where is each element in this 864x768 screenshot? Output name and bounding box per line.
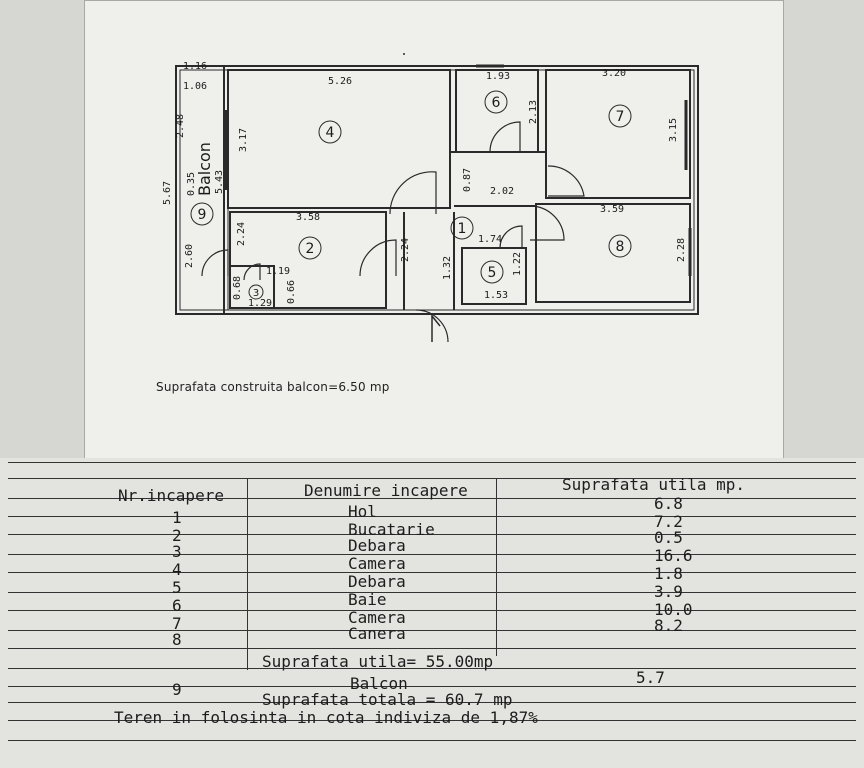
table-cell-nr: 6: [172, 596, 182, 615]
outer-wall-inner: [180, 70, 694, 310]
dimension-balcony-top-inner: 1.06: [183, 81, 208, 92]
dimension-room8-height: 2.28: [676, 237, 687, 262]
dimension-room8-width: 3.59: [600, 204, 625, 215]
table-cell-name: Camera: [348, 608, 406, 627]
table-rule: [8, 610, 856, 611]
door-arc-room2: [360, 240, 396, 276]
room-9-number: 9: [197, 207, 207, 223]
dimension-hall-upper-height: 0.87: [462, 167, 473, 192]
table-cell-area: 10.0: [654, 600, 693, 619]
table-cell-name: Bucatarie: [348, 520, 435, 539]
land-share-note: Teren in folosinta in cota indiviza de 1,87%: [114, 708, 538, 727]
table-cell-nr: 7: [172, 614, 182, 633]
balcony-label: Balcon: [195, 142, 214, 196]
dimension-room3-width: 1.19: [266, 266, 291, 277]
table-cell-area: 0.5: [654, 528, 683, 547]
room-8-walls: [536, 204, 690, 302]
dimension-hall-small-width: 1.74: [478, 234, 503, 245]
table-cell-nr: 4: [172, 560, 182, 579]
table-cell-area: 8.2: [654, 616, 683, 635]
table-cell-nr: 5: [172, 578, 182, 597]
door-arc-room7: [548, 166, 584, 196]
outer-wall: [176, 66, 698, 314]
dimension-room5-width: 1.53: [484, 290, 509, 301]
balcony-row-number: 9: [172, 680, 182, 699]
dimension-room7-width: 3.20: [602, 68, 627, 79]
total-area: Suprafata totala = 60.7 mp: [262, 690, 513, 709]
table-cell-name: Hol: [348, 502, 377, 521]
dimension-hall-width: 2.02: [490, 186, 515, 197]
table-cell-name: Debara: [348, 572, 406, 591]
table-cell-nr: 1: [172, 508, 182, 527]
dimension-balcony-height-lower: 2.60: [184, 243, 195, 268]
balcony-row-area: 5.7: [636, 668, 665, 687]
table-cell-name: Debara: [348, 536, 406, 555]
room-2-number: 2: [305, 241, 315, 257]
dimension-balcony-gap: 0.35: [186, 171, 197, 196]
table-rule: [8, 516, 856, 517]
table-rule: [8, 572, 856, 573]
room-5-number: 5: [487, 265, 497, 281]
table-cell-nr: 8: [172, 630, 182, 649]
dimension-balcony-height-upper: 2.48: [175, 113, 186, 138]
table-cell-name: Canera: [348, 624, 406, 643]
table-cell-nr: 3: [172, 542, 182, 561]
table-cell-area: 6.8: [654, 494, 683, 513]
table-cell-area: 16.6: [654, 546, 693, 565]
walls: [176, 66, 698, 314]
dimension-room3-small-a: 0.68: [232, 275, 243, 300]
dimension-balcony-inner-height: 5.43: [214, 169, 225, 194]
dimension-room2-width: 3.58: [296, 212, 321, 223]
table-cell-area: 7.2: [654, 512, 683, 531]
room-4-number: 4: [325, 125, 335, 141]
dimension-entry-height: 1.32: [442, 255, 453, 280]
header-room-name: Denumire incapere: [304, 481, 468, 500]
balcony-built-area-caption: Suprafata construita balcon=6.50 mp: [156, 380, 390, 394]
table-cell-nr: 2: [172, 526, 182, 545]
table-rule: [8, 686, 856, 687]
balcony-row-name: Balcon: [350, 674, 408, 693]
table-rule: [8, 630, 856, 631]
room-6-number: 6: [491, 95, 501, 111]
usable-area-total: Suprafata utila= 55.00mp: [262, 652, 494, 671]
door-arc-room5: [500, 226, 522, 248]
table-rule: [8, 648, 856, 649]
door-arc-room6: [490, 122, 520, 152]
dimension-balcony-height-total: 5.67: [162, 180, 173, 205]
header-usable-area: Suprafata utila mp.: [562, 475, 746, 494]
dimension-hall-height: 2.24: [400, 237, 411, 262]
room-6-walls: [456, 70, 538, 152]
dimension-room6-height: 2.13: [528, 99, 539, 124]
table-rule: [8, 592, 856, 593]
dimension-room6-width: 1.93: [486, 71, 511, 82]
header-room-number: Nr.incapere: [118, 486, 224, 505]
room-8-number: 8: [615, 239, 625, 255]
dimension-balcony-top-outer: 1.16: [183, 61, 208, 72]
table-cell-name: Camera: [348, 554, 406, 573]
dimension-room3-small-b: 1.29: [248, 298, 273, 309]
dimension-room3-height: 0.66: [286, 279, 297, 304]
table-cell-area: 1.8: [654, 564, 683, 583]
dimension-room4-height: 3.17: [238, 127, 249, 152]
table-rule: [8, 462, 856, 463]
room-7-number: 7: [615, 109, 625, 125]
table-cell-area: 3.9: [654, 582, 683, 601]
dimension-room2-height: 2.24: [236, 221, 247, 246]
room-area-table: [0, 458, 864, 768]
dimension-room5-height: 1.22: [512, 251, 523, 276]
table-rule: [8, 740, 856, 741]
room-1-number: 1: [457, 221, 467, 237]
table-rule: [8, 554, 856, 555]
room-3-number: 3: [252, 288, 260, 299]
dimension-room4-width: 5.26: [328, 76, 353, 87]
table-cell-name: Baie: [348, 590, 387, 609]
dimension-room7-height: 3.15: [668, 117, 679, 142]
